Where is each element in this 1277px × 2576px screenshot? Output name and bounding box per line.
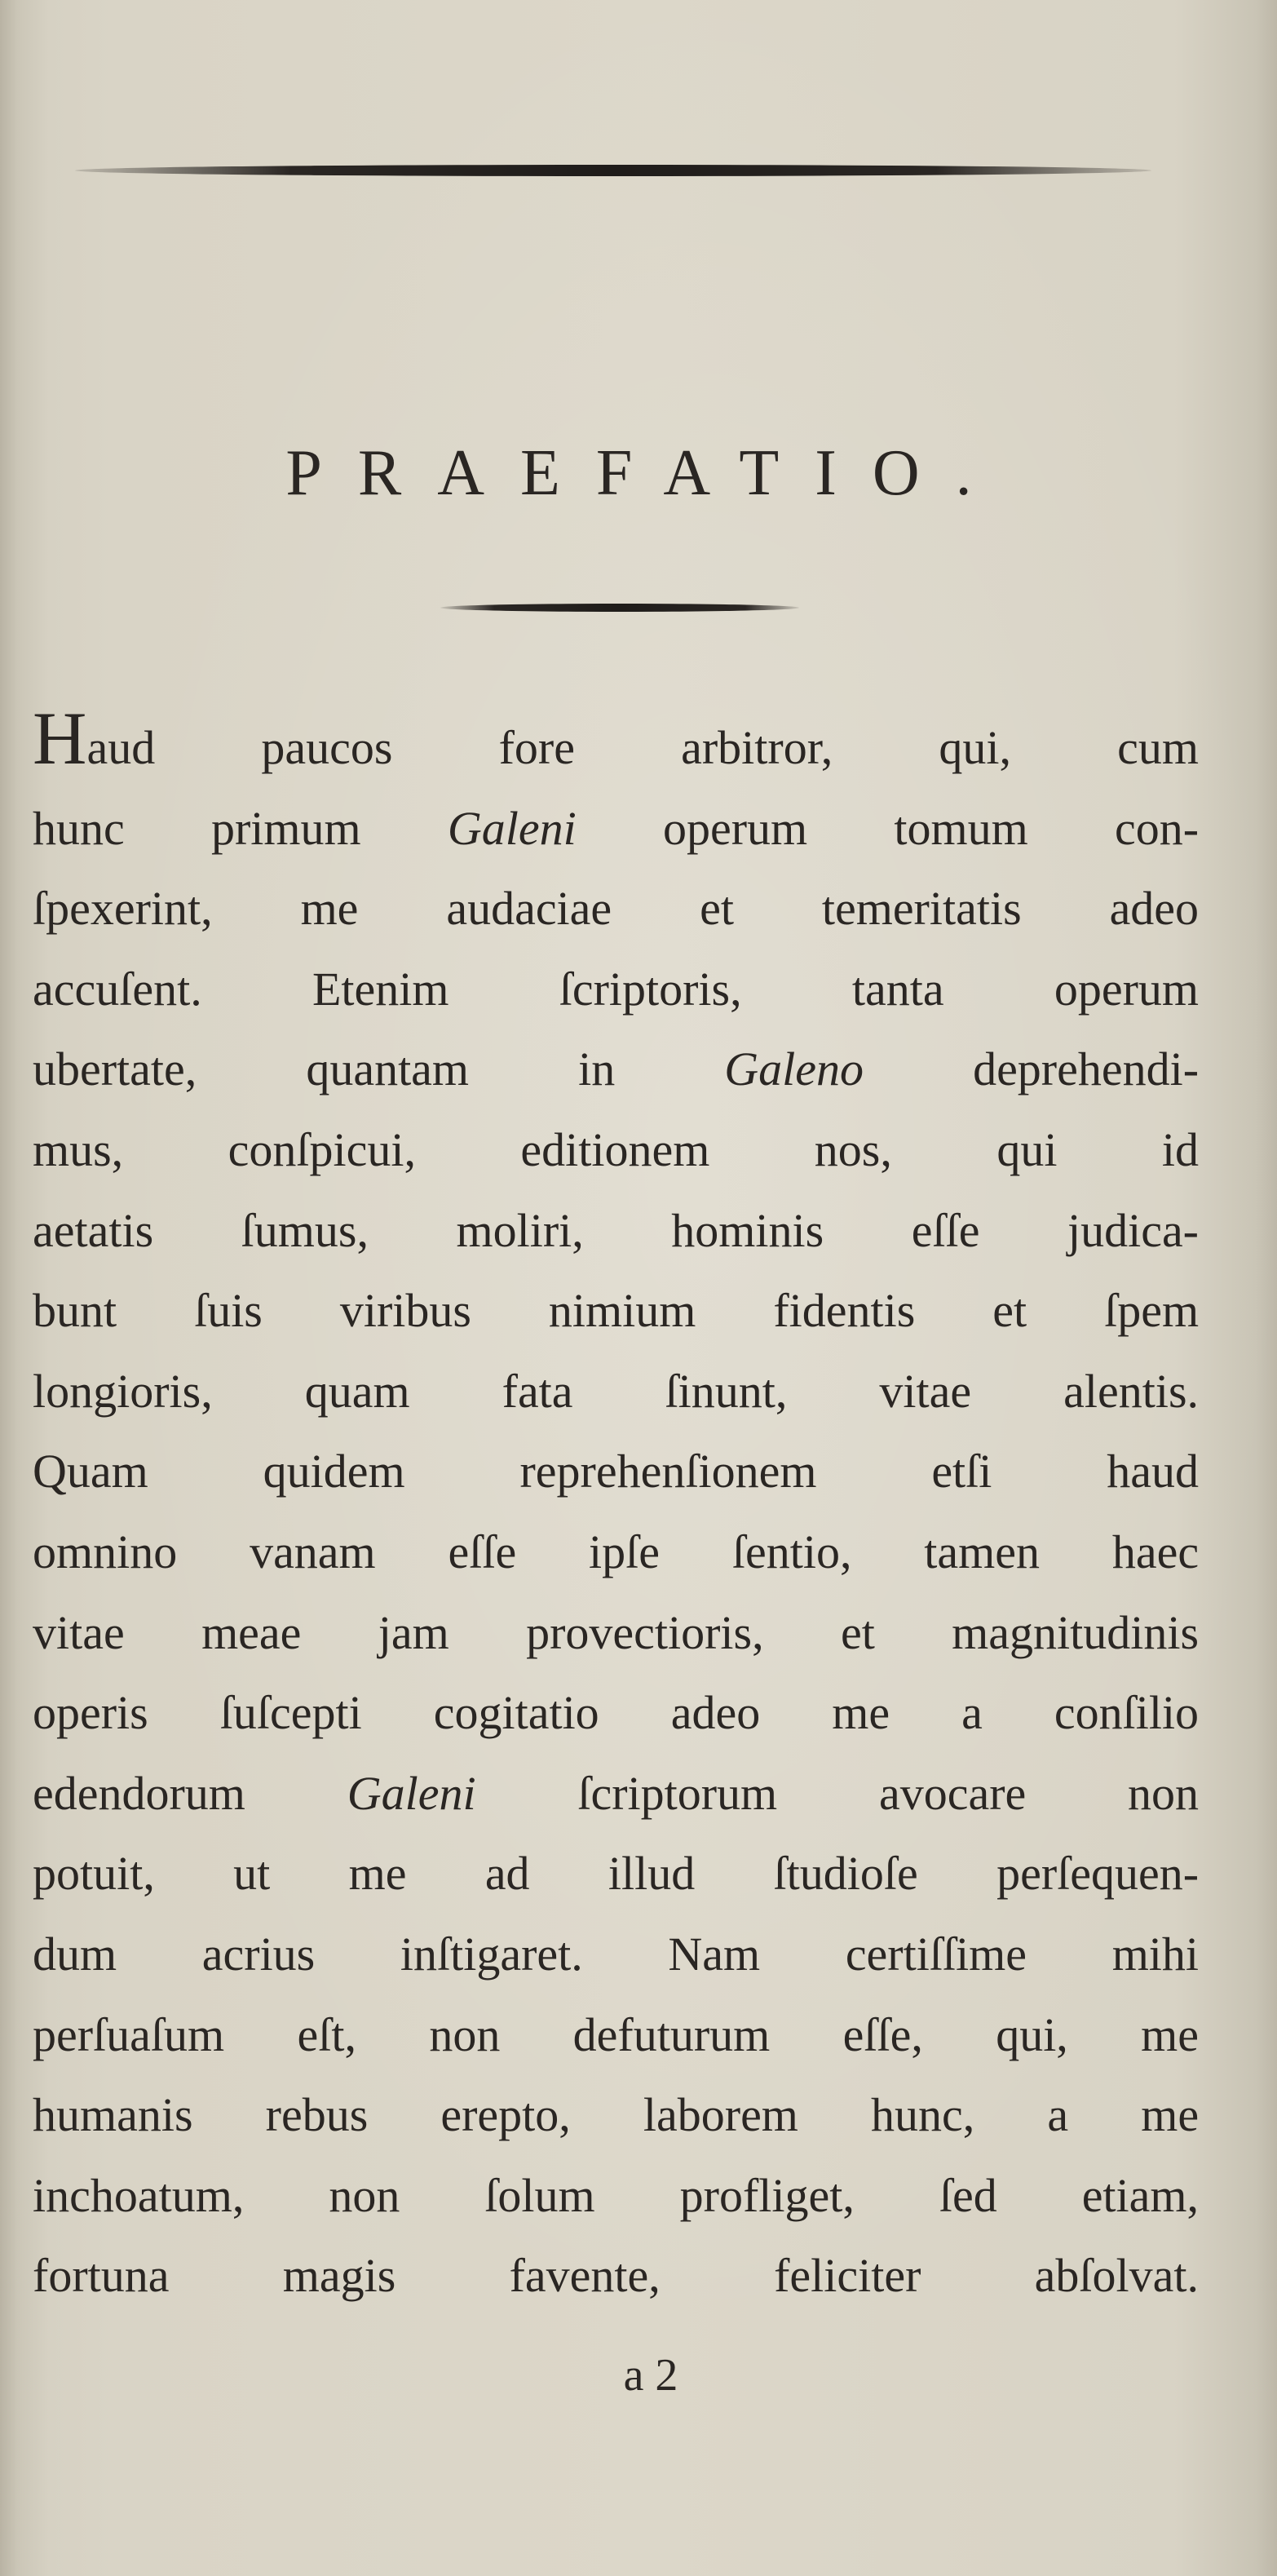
- preface-body: [33, 697, 1200, 2317]
- text-line: aetatis ſumus, moliri, hominis eſſe judica-: [33, 1203, 1199, 1257]
- text-line: ſpexerint, me audaciae et temeritatis adeo: [33, 882, 1200, 936]
- page-title: PRAEFATIO.: [285, 437, 1008, 509]
- text-line: perſuaſum eſt, non defuturum eſſe, qui, me: [33, 2007, 1200, 2061]
- title-rule: [440, 604, 799, 612]
- text-line: vitae meae jam provectioris, et magnitudinis: [33, 1605, 1200, 1659]
- text-line: Haud paucos fore arbitror, qui, cum: [33, 697, 1199, 780]
- text-line: fortuna magis favente, feliciter abſolvat.: [33, 2249, 1200, 2303]
- text-line: omnino vanam eſſe ipſe ſentio, tamen haec: [33, 1525, 1200, 1578]
- text-line: humanis rebus erepto, laborem hunc, a me: [33, 2088, 1200, 2142]
- text-line: inchoatum, non ſolum profliget, ſed etiam,: [33, 2168, 1200, 2222]
- text-line: mus, conſpicui, editionem nos, qui id: [33, 1122, 1199, 1176]
- text-line: longioris, quam fata ſinunt, vitae alentis.: [33, 1364, 1200, 1418]
- text-line: ubertate, quantam in Galeno deprehendi-: [33, 1042, 1200, 1096]
- text-line: edendorum Galeni ſcriptorum avocare non: [33, 1766, 1200, 1820]
- text-line: hunc primum Galeni operum tomum con-: [33, 801, 1200, 855]
- text-line: dum acrius inſtigaret. Nam certiſſime mihi: [33, 1927, 1200, 1981]
- text-line: operis ſuſcepti cogitatio adeo me a conſilio: [33, 1686, 1200, 1740]
- text-line: potuit, ut me ad illud ſtudioſe perſequen-: [33, 1847, 1200, 1901]
- text-line: Quam quidem reprehenſionem etſi haud: [33, 1445, 1200, 1498]
- text-line: bunt ſuis viribus nimium fidentis et ſpem: [33, 1284, 1200, 1338]
- text-line: accuſent. Etenim ſcriptoris, tanta operum: [33, 962, 1200, 1016]
- header-rule: [75, 165, 1151, 176]
- signature-mark: a 2: [623, 2350, 678, 2401]
